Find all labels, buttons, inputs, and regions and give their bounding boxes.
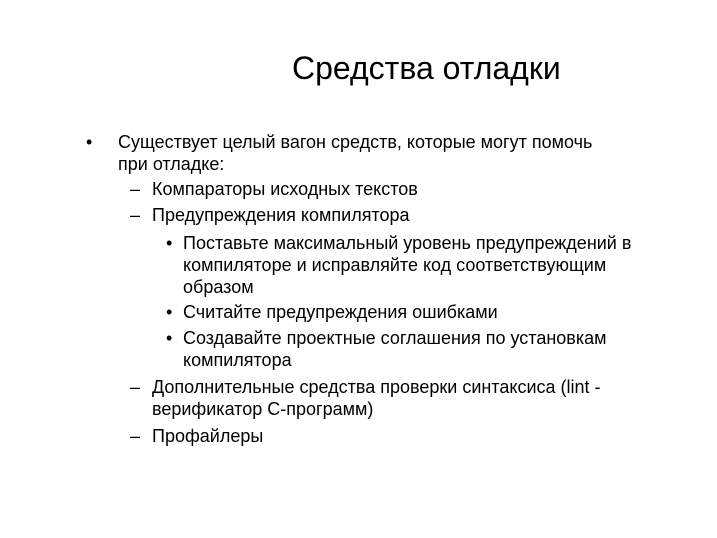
- dash-marker: –: [130, 377, 141, 397]
- bullet-marker: •: [86, 132, 93, 152]
- dash-text-line: Предупреждения компилятора: [152, 205, 410, 225]
- sub-bullet-text-line: компиляторе и исправляйте код соответствующим: [183, 255, 607, 275]
- sub-bullet-text-line: Поставьте максимальный уровень предупреждений в: [183, 233, 632, 253]
- dash-marker: –: [130, 205, 141, 225]
- sub-bullet-marker: •: [166, 328, 173, 348]
- sub-bullet-marker: •: [166, 302, 173, 322]
- dash-text-line: Компараторы исходных текстов: [152, 179, 418, 199]
- sub-bullet-text-line: Считайте предупреждения ошибками: [183, 302, 498, 322]
- bullet-text-line: при отладке:: [118, 154, 225, 174]
- dash-text-line: Профайлеры: [152, 426, 264, 446]
- slide-title: Средства отладки: [292, 50, 561, 86]
- sub-bullet-marker: •: [166, 233, 173, 253]
- sub-bullet-text-line: Создавайте проектные соглашения по установкам: [183, 328, 607, 348]
- sub-bullet-text-line: образом: [183, 277, 254, 297]
- sub-bullet-text-line: компилятора: [183, 350, 292, 370]
- dash-marker: –: [130, 179, 141, 199]
- bullet-text-line: Существует целый вагон средств, которые могут помочь: [118, 132, 593, 152]
- dash-marker: –: [130, 426, 141, 446]
- dash-text-line: верификатор С-программ): [152, 399, 374, 419]
- dash-text-line: Дополнительные средства проверки синтаксиса (lint -: [152, 377, 601, 397]
